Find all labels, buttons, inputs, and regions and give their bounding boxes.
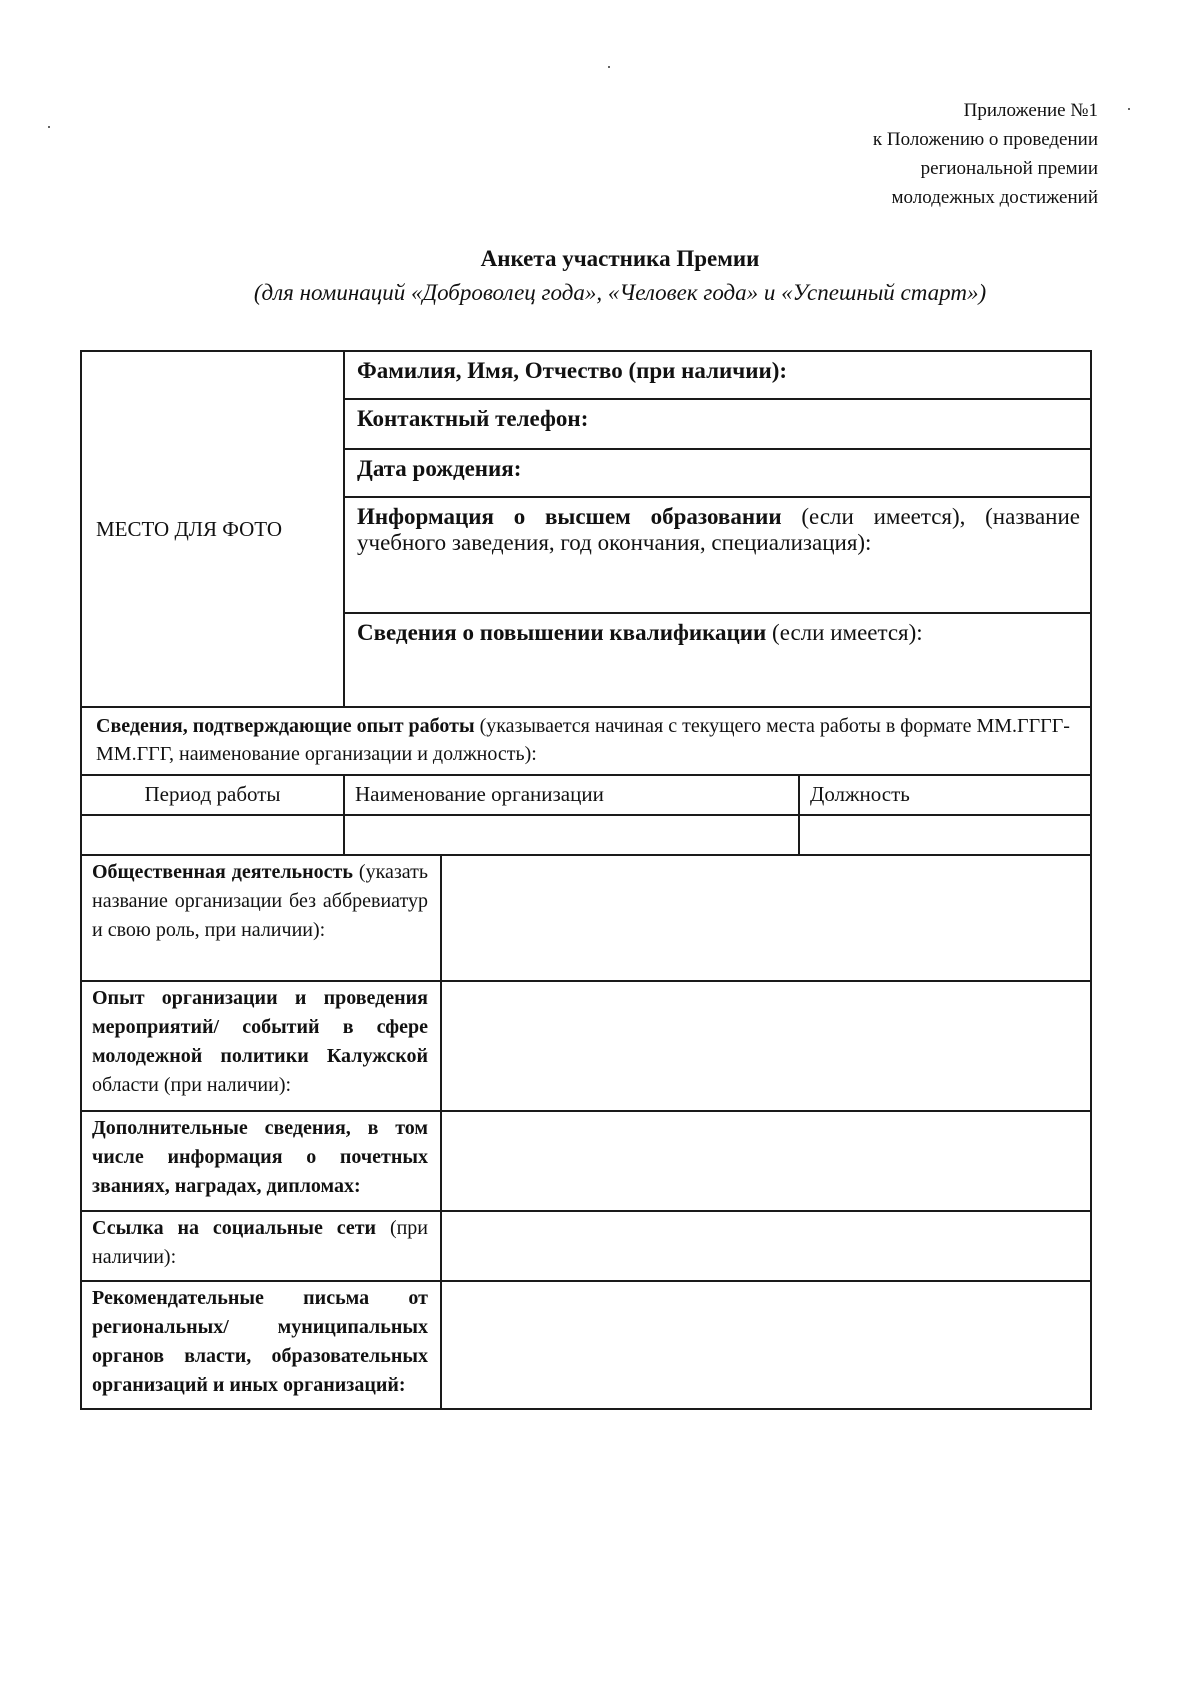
appendix-block	[873, 96, 1098, 212]
social-links-label-rest: (при наличии):	[92, 1217, 429, 1268]
appendix-line-4: молодежных достижений	[891, 187, 1098, 208]
events-experience-input[interactable]	[441, 981, 1091, 1111]
column-header-period: Период работы	[81, 775, 344, 815]
social-links-input[interactable]	[441, 1211, 1091, 1281]
social-links-label	[81, 1211, 441, 1281]
recommendation-letters-input[interactable]	[441, 1281, 1091, 1409]
scan-speck	[48, 126, 50, 128]
social-activity-label	[81, 855, 441, 981]
experience-heading-bold: Сведения, подтверждающие опыт работы	[96, 715, 475, 737]
recommendation-letters-label	[81, 1281, 441, 1409]
social-activity-input[interactable]	[441, 855, 1091, 981]
recommendation-letters-label-bold: Рекомендательные письма от региональных/ муниципальных органов власти, образовательных организаций и иных организаций:	[92, 1287, 428, 1396]
education-label-rest: (если имеется), (название учебного заведения, год окончания, специализация):	[357, 504, 1081, 555]
qualification-label-bold: Сведения о повышении квалификации	[357, 620, 767, 645]
additional-info-input[interactable]	[441, 1111, 1091, 1211]
events-experience-label-bold: Опыт организации и проведения мероприятий/ событий в сфере молодежной политики Калужской	[92, 987, 428, 1067]
appendix-line-3: региональной премии	[920, 158, 1098, 179]
scan-speck	[608, 66, 610, 68]
document-title: Анкета участника Премии	[480, 246, 760, 271]
additional-info-label-bold: Дополнительные сведения, в том числе информация о почетных званиях, наградах, дипломах:	[92, 1117, 428, 1197]
experience-position-cell[interactable]	[799, 815, 1091, 855]
phone-field[interactable]	[344, 399, 1091, 449]
events-experience-label-rest: области (при наличии):	[92, 1074, 292, 1096]
experience-heading-rest: (указывается начиная с текущего места работы в формате ММ.ГГГГ-ММ.ГГГ, наименование организации и должность):	[96, 715, 1070, 765]
document-subtitle: (для номинаций «Доброволец года», «Человек года» и «Успешный старт»)	[253, 280, 987, 305]
fio-field[interactable]	[344, 351, 1091, 399]
qualification-label-rest: (если имеется):	[772, 620, 923, 645]
experience-heading	[81, 707, 1091, 775]
column-header-position: Должность	[799, 775, 1091, 815]
birth-date-label: Дата рождения:	[357, 456, 522, 481]
column-header-organization: Наименование организации	[344, 775, 799, 815]
application-form-table	[80, 350, 1092, 1410]
qualification-field[interactable]	[344, 613, 1091, 707]
additional-info-label	[81, 1111, 441, 1211]
social-activity-label-rest: (указать название организации без аббревиатур и свою роль, при наличии):	[92, 861, 428, 941]
fio-label: Фамилия, Имя, Отчество (при наличии):	[357, 358, 788, 383]
phone-label: Контактный телефон:	[357, 406, 589, 431]
appendix-line-1: Приложение №1	[963, 100, 1098, 121]
experience-period-cell[interactable]	[81, 815, 344, 855]
social-activity-label-bold: Общественная деятельность	[92, 861, 353, 883]
social-links-label-bold: Ссылка на социальные сети	[92, 1217, 377, 1239]
education-field[interactable]	[344, 497, 1091, 613]
events-experience-label	[81, 981, 441, 1111]
birth-date-field[interactable]	[344, 449, 1091, 497]
education-label-bold: Информация о высшем образовании	[357, 504, 782, 529]
appendix-line-2: к Положению о проведении	[872, 129, 1098, 150]
experience-organization-cell[interactable]	[344, 815, 799, 855]
photo-placeholder[interactable]: МЕСТО ДЛЯ ФОТО	[81, 351, 344, 707]
scan-speck	[1128, 108, 1130, 110]
